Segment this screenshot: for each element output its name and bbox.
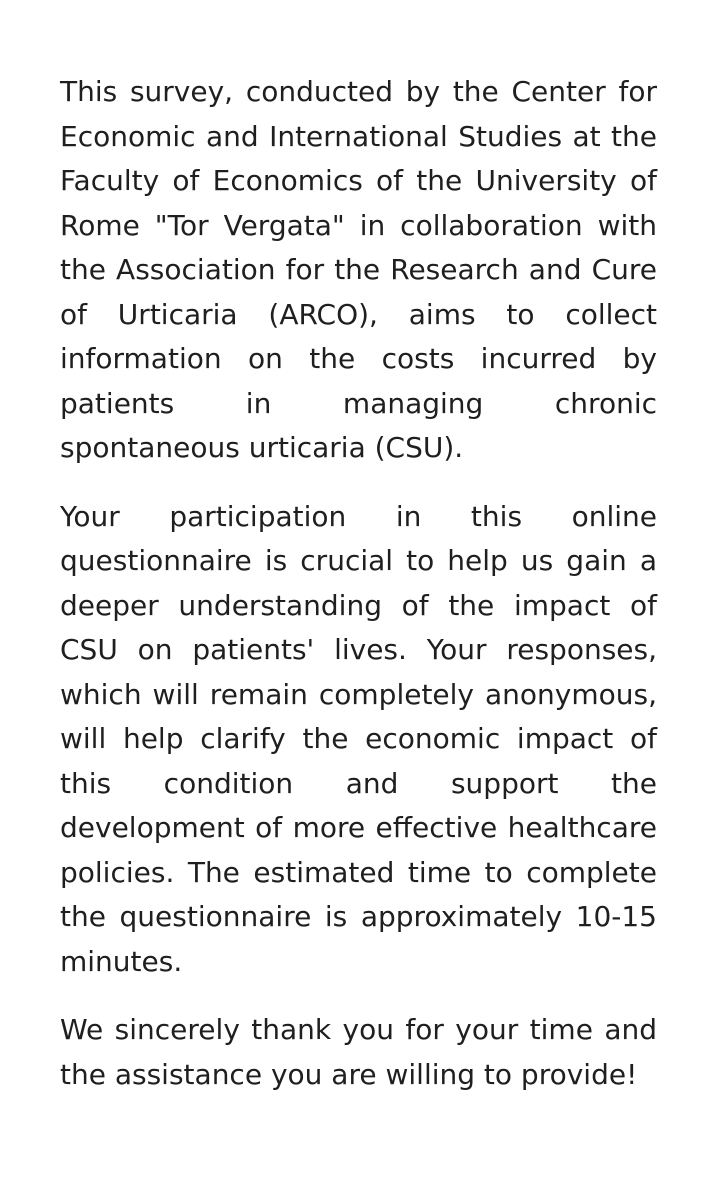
intro-paragraph-thanks: We sincerely thank you for your time and the assistance you are willing to provide! [60, 1013, 657, 1091]
intro-paragraph-survey-purpose: This survey, conducted by the Center for Economic and International Studies at the Faculty of Economics of the University of Rome "Tor Vergata" in collaboration with the Association for the Research and Cure of Urticaria (ARCO), aims to collect information on the costs incurred by patients in managing chronic spontaneous urticaria (CSU). [60, 75, 657, 464]
intro-paragraph-participation: Your participation in this online questionnaire is crucial to help us gain a deeper understanding of the impact of CSU on patients' lives. Your responses, which will remain completely anonymous, will help clarify the economic impact of this condition and support the development of more effective healthcare policies. The estimated time to complete the questionnaire is approximately 10-15 minutes. [60, 499, 657, 978]
